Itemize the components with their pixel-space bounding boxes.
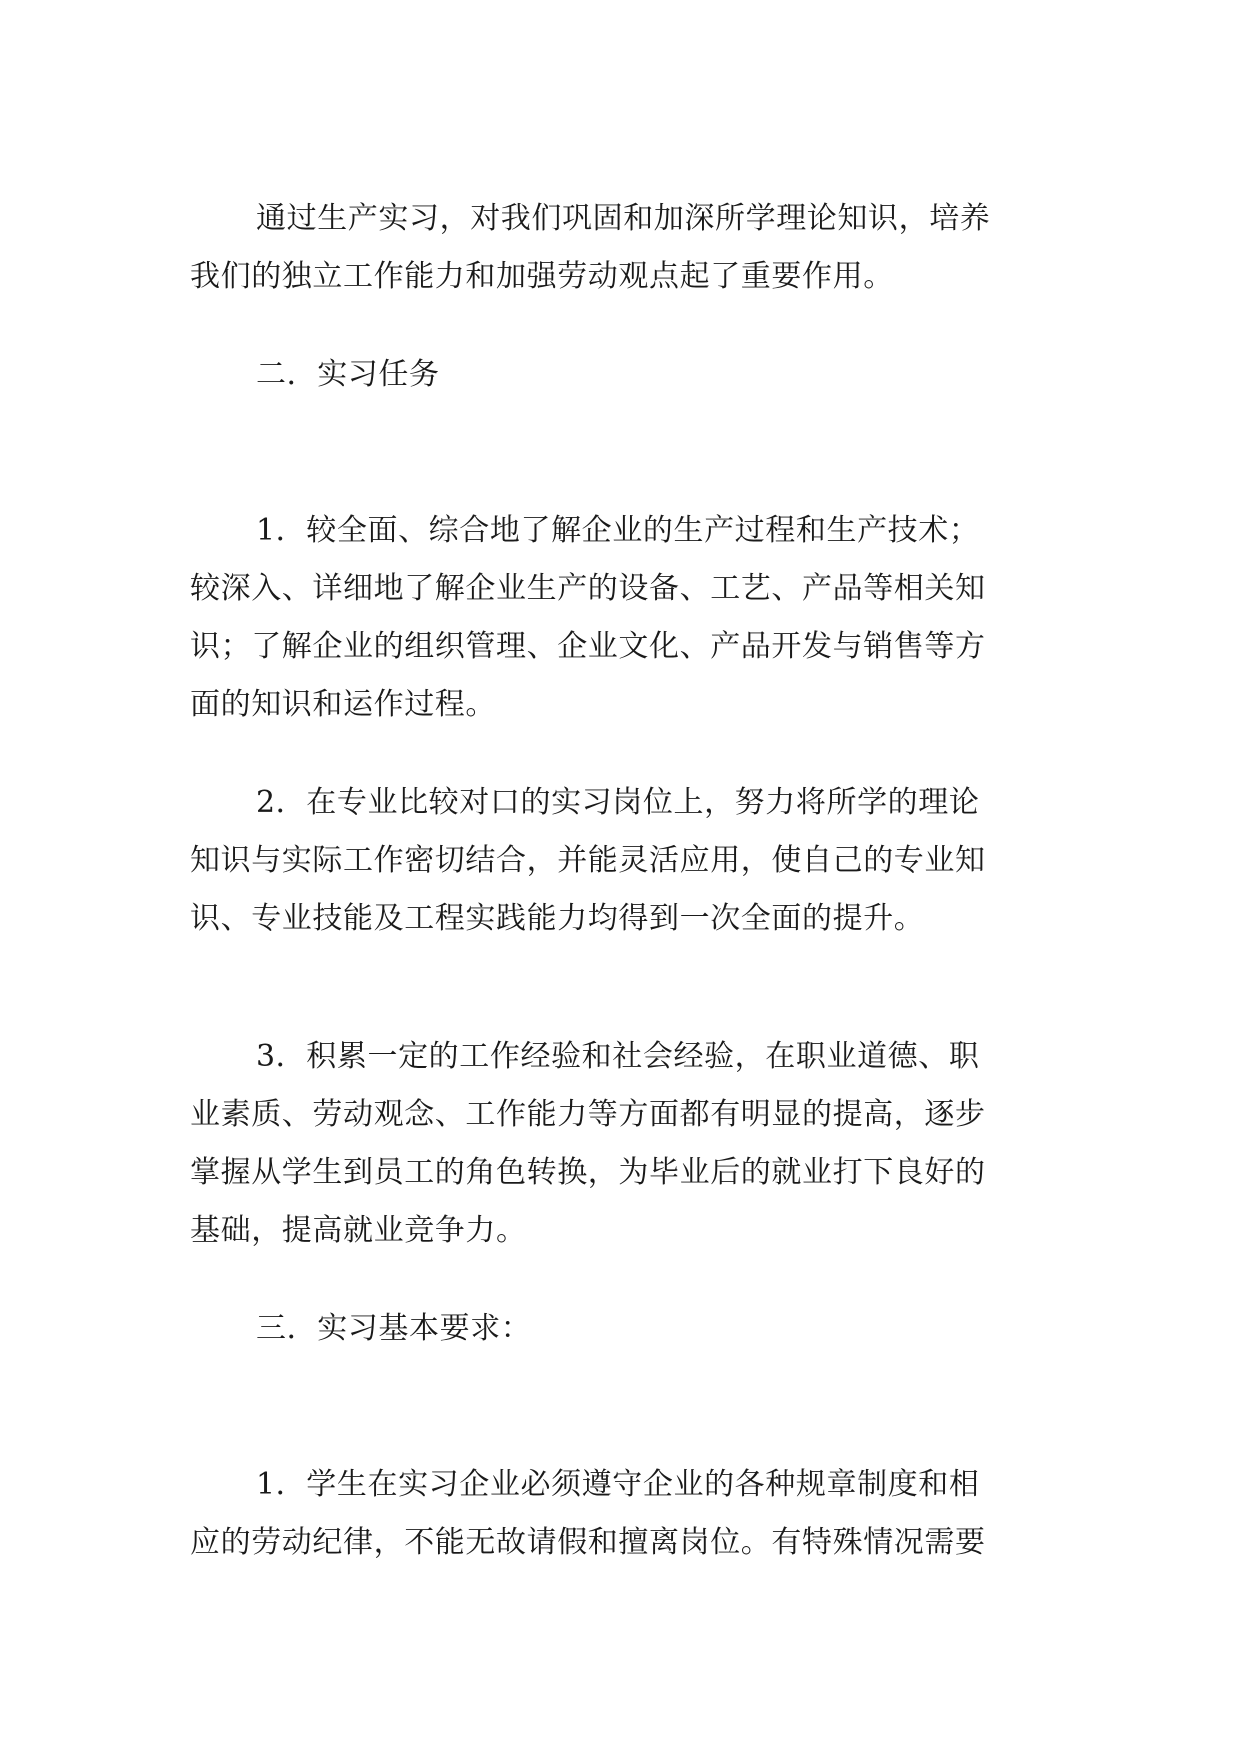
paragraph-line: 1．学生在实习企业必须遵守企业的各种规章制度和相 bbox=[256, 1467, 980, 1502]
paragraph-line: 通过生产实习，对我们巩固和加深所学理论知识，培养 bbox=[256, 201, 991, 236]
paragraph-line: 掌握从学生到员工的角色转换，为毕业后的就业打下良好的 bbox=[190, 1155, 986, 1190]
paragraph-4 bbox=[190, 1028, 1058, 1260]
paragraph-line: 面的知识和运作过程。 bbox=[190, 687, 496, 722]
section-heading: 二．实习任务 bbox=[256, 357, 440, 392]
paragraph-1 bbox=[190, 190, 1058, 306]
paragraph-line: 业素质、劳动观念、工作能力等方面都有明显的提高，逐步 bbox=[190, 1097, 986, 1132]
paragraph-5 bbox=[190, 1456, 1058, 1572]
paragraph-line: 识、专业技能及工程实践能力均得到一次全面的提升。 bbox=[190, 901, 925, 936]
paragraph-line: 我们的独立工作能力和加强劳动观点起了重要作用。 bbox=[190, 259, 894, 294]
paragraph-line: 较深入、详细地了解企业生产的设备、工艺、产品等相关知 bbox=[190, 571, 986, 606]
paragraph-3 bbox=[190, 774, 1058, 948]
paragraph-line: 识；了解企业的组织管理、企业文化、产品开发与销售等方 bbox=[190, 629, 986, 664]
paragraph-line: 3．积累一定的工作经验和社会经验，在职业道德、职 bbox=[256, 1039, 980, 1074]
paragraph-2 bbox=[190, 502, 1058, 734]
section-heading-3 bbox=[190, 1300, 1058, 1358]
section-heading-2 bbox=[190, 346, 1058, 404]
paragraph-line: 应的劳动纪律，不能无故请假和擅离岗位。有特殊情况需要 bbox=[190, 1525, 986, 1560]
paragraph-line: 知识与实际工作密切结合，并能灵活应用，使自己的专业知 bbox=[190, 843, 986, 878]
paragraph-line: 基础，提高就业竞争力。 bbox=[190, 1213, 527, 1248]
section-heading: 三．实习基本要求： bbox=[256, 1311, 532, 1346]
paragraph-line: 2．在专业比较对口的实习岗位上，努力将所学的理论 bbox=[256, 785, 980, 820]
paragraph-line: 1．较全面、综合地了解企业的生产过程和生产技术； bbox=[256, 513, 980, 548]
